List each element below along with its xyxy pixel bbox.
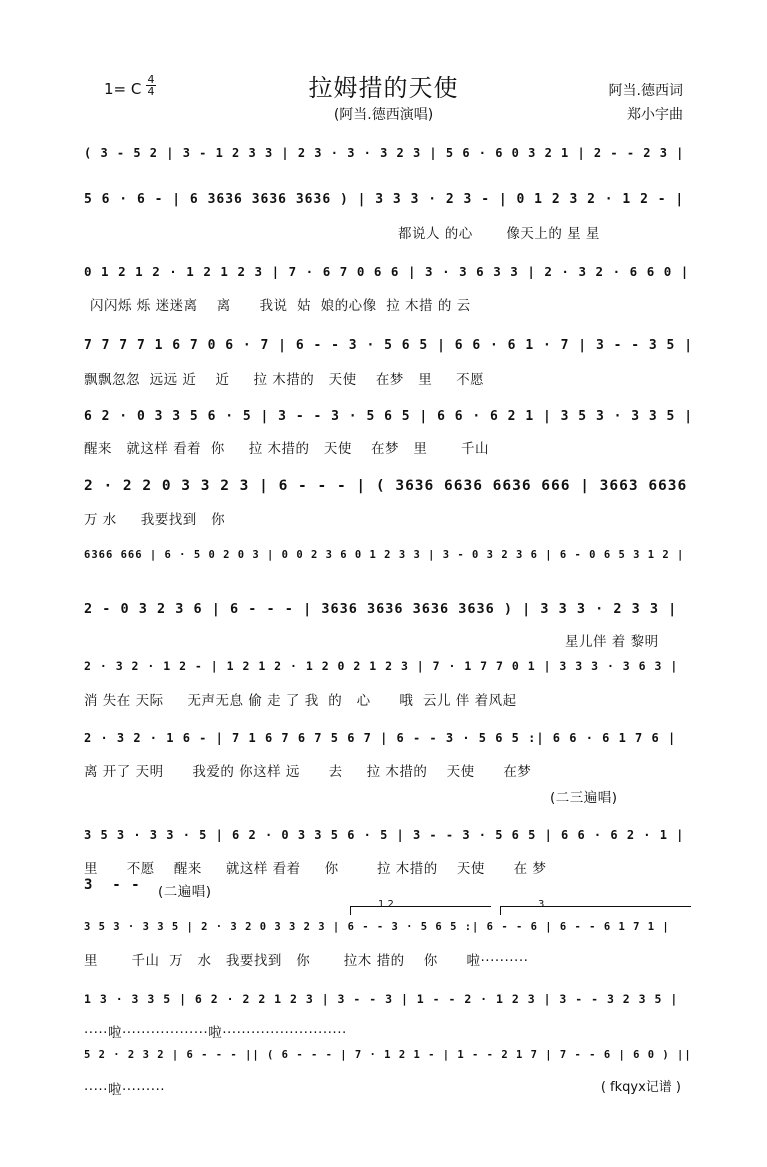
song-title: 拉姆措的天使 xyxy=(308,74,459,102)
notation-row: 5 6 · 6 - | 6 3636 3636 3636 ) | 3 3 3 · 2 3 - | 0 1 2 3 2 · 1 2 - | xyxy=(84,192,685,207)
notation-row: 2 · 3 2 · 1 2 - | 1 2 1 2 · 1 2 0 2 1 2 3 | 7 · 1 7 7 0 1 | 3 3 3 · 3 6 3 | xyxy=(84,659,679,673)
lyricist-credit: 阿当.德西词 xyxy=(608,83,683,99)
notation-row: 6 2 · 0 3 3 5 6 · 5 | 3 - - 3 · 5 6 5 | 6 6 · 6 2 1 | 3 5 3 · 3 3 5 | xyxy=(84,409,694,424)
lyrics-row: 里 千山 万 水 我要找到 你 拉木 措的 你 啦·········· xyxy=(84,953,529,969)
notation-row: ( 3 - 5 2 | 3 - 1 2 3 3 | 2 3 · 3 · 3 2 3 | 5 6 · 6 0 3 2 1 | 2 - - 2 3 | xyxy=(84,146,685,160)
meter-bottom: 4 xyxy=(147,85,155,98)
meter-top: 4 xyxy=(147,73,155,86)
lyrics-row: 消 失在 天际 无声无息 偷 走 了 我 的 心 哦 云儿 伴 着风起 xyxy=(84,693,517,709)
lyrics-row: 离 开了 天明 我爱的 你这样 远 去 拉 木措的 天使 在梦 xyxy=(84,764,532,780)
volta-label-3: 3 xyxy=(538,899,545,910)
repeat-note-second-third: (二三遍唱) xyxy=(550,790,618,806)
volta-label-1-2: 1 2 xyxy=(378,899,394,910)
lyrics-row: 飘飘忽忽 远远 近 近 拉 木措的 天使 在梦 里 不愿 xyxy=(84,372,485,388)
notation-row: 6366 666 | 6 · 5 0 2 0 3 | 0 0 2 3 6 0 1 2 3 3 | 3 - 0 3 2 3 6 | 6 - 0 6 5 3 1 2 | xyxy=(84,549,685,561)
lyrics-row: 醒来 就这样 看着 你 拉 木措的 天使 在梦 里 千山 xyxy=(84,441,489,457)
repeat-note-second: (二遍唱) xyxy=(158,884,212,900)
notation-row: 3 5 3 · 3 3 · 5 | 6 2 · 0 3 3 5 6 · 5 | 3 - - 3 · 5 6 5 | 6 6 · 6 2 · 1 | xyxy=(84,828,685,842)
composer-credit: 郑小宇曲 xyxy=(627,107,683,123)
notation-row: 3 5 3 · 3 3 5 | 2 · 3 2 0 3 3 2 3 | 6 - - 3 · 5 6 5 :| 6 - - 6 | 6 - - 6 1 7 1 | xyxy=(84,921,670,933)
lyrics-row: 闪闪烁 烁 迷迷离 离 我说 姑 娘的心像 拉 木措 的 云 xyxy=(90,298,471,314)
lyrics-row: ·····啦········· xyxy=(84,1082,166,1098)
notation-row: 5 2 · 2 3 2 | 6 - - - || ( 6 - - - | 7 · 1 2 1 - | 1 - - 2 1 7 | 7 - - 6 | 6 0 ) || xyxy=(84,1049,692,1061)
volta-alt-line: 3 - - xyxy=(84,877,141,893)
lyrics-row: 里 不愿 醒来 就这样 看着 你 拉 木措的 天使 在 梦 xyxy=(84,861,547,877)
key-signature: 1= C xyxy=(104,80,142,98)
transcriber-credit: ( fkqyx记谱 ) xyxy=(600,1080,681,1095)
lyrics-row: 万 水 我要找到 你 xyxy=(84,512,226,528)
volta-bracket-1-2 xyxy=(350,906,491,915)
notation-row: 7 7 7 7 1 6 7 0 6 · 7 | 6 - - 3 · 5 6 5 | 6 6 · 6 1 · 7 | 3 - - 3 5 | xyxy=(84,338,694,353)
notation-row: 2 · 2 2 0 3 3 2 3 | 6 - - - | ( 3636 6636 6636 666 | 3663 6636 xyxy=(84,478,688,494)
notation-row: 2 - 0 3 2 3 6 | 6 - - - | 3636 3636 3636 3636 ) | 3 3 3 · 2 3 3 | xyxy=(84,601,678,617)
notation-row: 1 3 · 3 3 5 | 6 2 · 2 2 1 2 3 | 3 - - 3 | 1 - - 2 · 1 2 3 | 3 - - 3 2 3 5 | xyxy=(84,992,679,1006)
notation-row: 0 1 2 1 2 · 1 2 1 2 3 | 7 · 6 7 0 6 6 | 3 · 3 6 3 3 | 2 · 3 2 · 6 6 0 | xyxy=(84,264,690,279)
lyrics-row: ·····啦··················啦·························· xyxy=(84,1025,347,1041)
notation-row: 2 · 3 2 · 1 6 - | 7 1 6 7 6 7 5 6 7 | 6 - - 3 · 5 6 5 :| 6 6 · 6 1 7 6 | xyxy=(84,731,677,745)
lyrics-row: 星儿伴 着 黎明 xyxy=(565,634,659,650)
song-performer: (阿当.德西演唱) xyxy=(333,107,434,123)
volta-bracket-3 xyxy=(500,906,691,915)
lyrics-row: 都说人 的心 像天上的 星 星 xyxy=(398,226,600,242)
